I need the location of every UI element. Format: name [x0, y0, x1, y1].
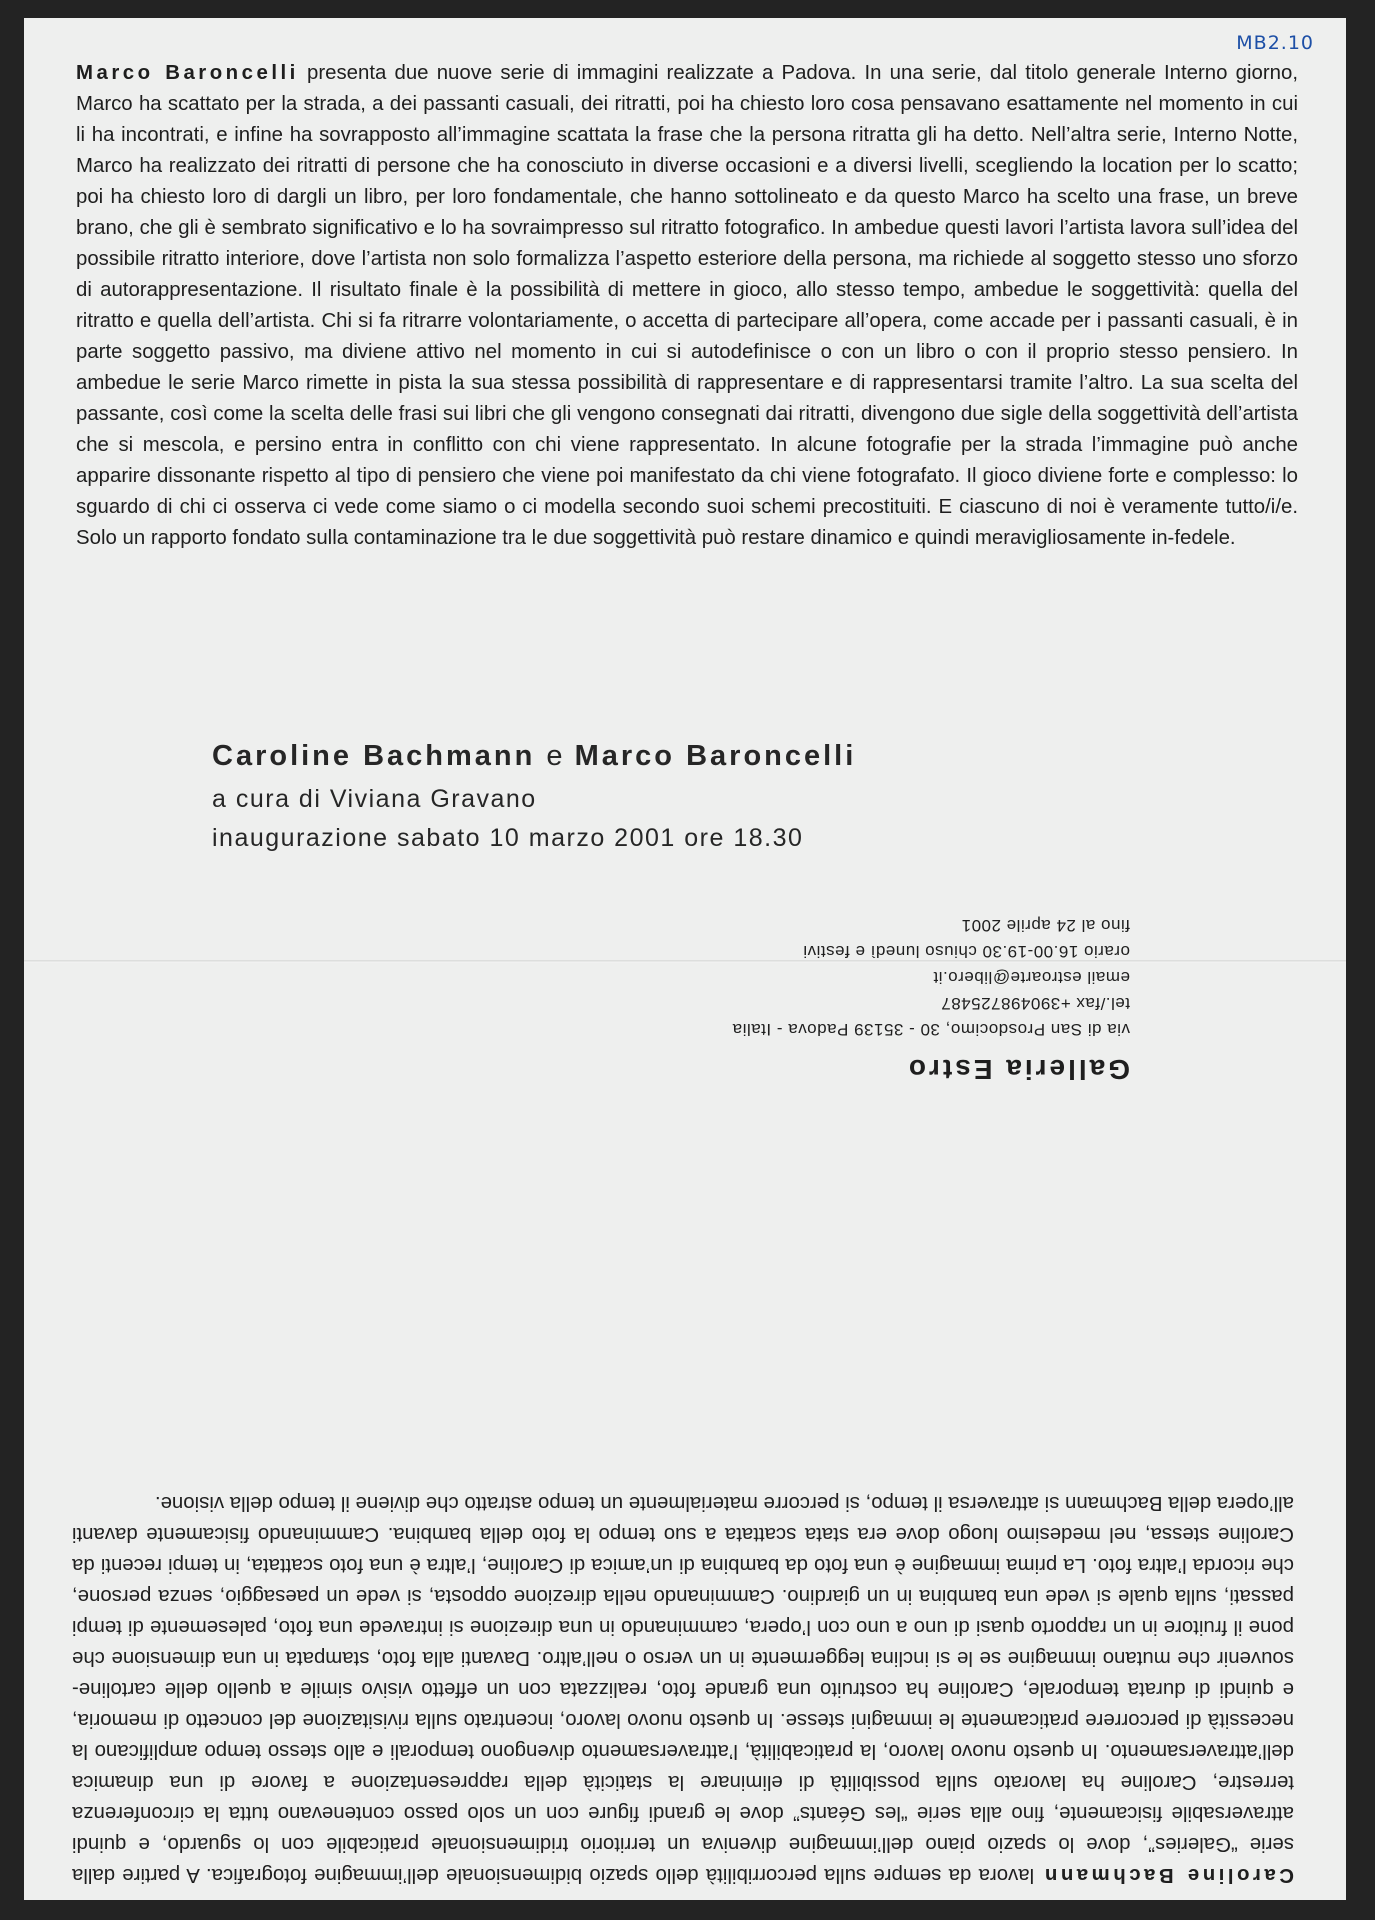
opening-line: inaugurazione sabato 10 marzo 2001 ore 18.30	[212, 824, 804, 852]
exhibition-credits	[212, 740, 856, 863]
gallery-email: email estroarte@libero.it	[933, 968, 1130, 987]
curator-line: a cura di Viviana Gravano	[212, 785, 537, 813]
baroncelli-description	[76, 58, 1298, 554]
gallery-info	[732, 909, 1130, 1085]
description-body: presenta due nuove serie di immagini realizzate a Padova. In una serie, dal titolo generale Interno giorno, Marco ha scattato per la strada, a dei passanti casuali, dei ritratti, poi ha chiesto loro cosa pensavano esattamente nel momento in cui li ha incontrati, e infine ha sovrapposto all’immagine scattata la frase che la persona ritratta gli ha detto. Nell’altra serie, Interno Notte, Marco ha realizzato dei ritratti di persone che ha conosciuto in diverse occasioni e a diversi livelli, scegliendo la location per lo scatto; poi ha chiesto loro di dargli un libro, per loro fondamentale, che hanno sottolineato e da questo Marco ha scelto una frase, un breve brano, che gli è sembrato significativo e lo ha sovraimpresso sul ritratto fotografico. In ambedue questi lavori l’artista lavora sull’idea del possibile ritratto interiore, dove l’artista non solo formalizza l’aspetto esteriore della persona, ma richiede al soggetto stesso uno sforzo di autorappresentazione. Il risultato finale è la possibilità di mettere in gioco, allo stesso tempo, ambedue le soggettività: quella del ritratto e quella dell’artista. Chi si fa ritrarre volontariamente, o accetta di partecipare all’opera, come accade per i passanti casuali, è in parte soggetto passivo, ma diviene attivo nel momento in cui si autodefinisce o con un libro o con il proprio stesso pensiero. In ambedue le serie Marco rimette in pista la sua stessa possibilità di rappresentare e di rappresentarsi tramite l’altro. La sua scelta del passante, così come la scelta delle frasi sui libri che gli vengono consegnati dai ritratti, divengono due sigle della soggettività dell’artista che si mescola, e persino entra in conflitto con chi viene rappresentato. In alcune fotografie per la strada l’immagine può anche apparire dissonante rispetto al tipo di pensiero che viene poi manifestato da chi viene fotografato. Il gioco diviene forte e complesso: lo sguardo di chi ci osserva ci vede come siamo o ci modella secondo suoi schemi precostituiti. E ciascuno di noi è veramente tutto/i/e. Solo un rapporto fondato sulla contaminazione tra le due soggettività può restare dinamico e quindi meravigliosamente in-fedele.	[76, 62, 1298, 549]
artist-name-baroncelli: Marco Baroncelli	[76, 62, 299, 84]
upside-down-panel	[24, 916, 1346, 1900]
invitation-card	[24, 18, 1346, 1900]
artist-name-bachmann-desc: Caroline Bachmann	[1041, 1864, 1294, 1886]
artist-name-baroncelli-credit: Marco Baroncelli	[574, 740, 857, 772]
gallery-hours: orario 16.00-19.30 chiuso lunedì e festivi	[802, 942, 1130, 961]
bachmann-description-body: lavora da sempre sulla percorribilità dello spazio bidimensionale dell’immagine fotografica. A partire dalla serie “Galeries”, dove lo spazio piano dell’immagine diveniva un territorio tridimensionale praticabile con lo sguardo, e quindi attraversabile fisicamente, fino alla serie “les Géants” dove le grandi figure con un solo passo contenevano tutta la circonferenza terrestre, Caroline ha lavorato sulla possibilità di eliminare la staticità della rappresentazione a favore di una dinamica dell’attraversamento. In questo nuovo lavoro, la praticabilità, l’attraversamento divengono temporali e allo stesso tempo amplificano la necessità di percorrere praticamente le immagini stesse. In questo nuovo lavoro, incentrato sulla rivisitazione del concetto di memoria, e quindi di durata temporale, Caroline ha costruito una grande foto, realizzata con un effetto visivo simile a quello delle cartoline-souvenir che mutano immagine se le si inclina leggermente in un verso o nell’altro. Davanti alla foto, stampata in una dimensione che pone il fruitore in un rapporto quasi di uno a uno con l’opera, camminando in una direzione si intravede una foto, palesemente di tempi passati, sulla quale si vede una bambina in un giardino. Camminando nella direzione opposta, si vede un paesaggio, senza persone, che ricorda l’altra foto. La prima immagine è una foto da bambina di un’amica di Caroline, l’altra è una foto scattata, in tempi recenti da Caroline stessa, nel medesimo luogo dove era stata scattata a suo tempo la foto della bambina. Camminando fisicamente davanti all’opera della Bachmann si attraversa il tempo, si percorre materialmente un tempo astratto che diviene il tempo della visione.	[72, 1492, 1294, 1886]
gallery-address: via di San Prosdocimo, 30 - 35139 Padova - Italia	[732, 1020, 1130, 1039]
gallery-name: Galleria Estro	[905, 1054, 1130, 1085]
conjunction: e	[546, 740, 564, 772]
artist-name-bachmann: Caroline Bachmann	[212, 740, 536, 772]
gallery-closing-date: fino al 24 aprile 2001	[961, 916, 1130, 935]
gallery-phone: tel./fax +3904987254​87	[940, 994, 1130, 1013]
archive-annotation: MB2.10	[1236, 32, 1314, 54]
artists-line	[212, 740, 856, 773]
bachmann-description	[72, 1487, 1294, 1890]
